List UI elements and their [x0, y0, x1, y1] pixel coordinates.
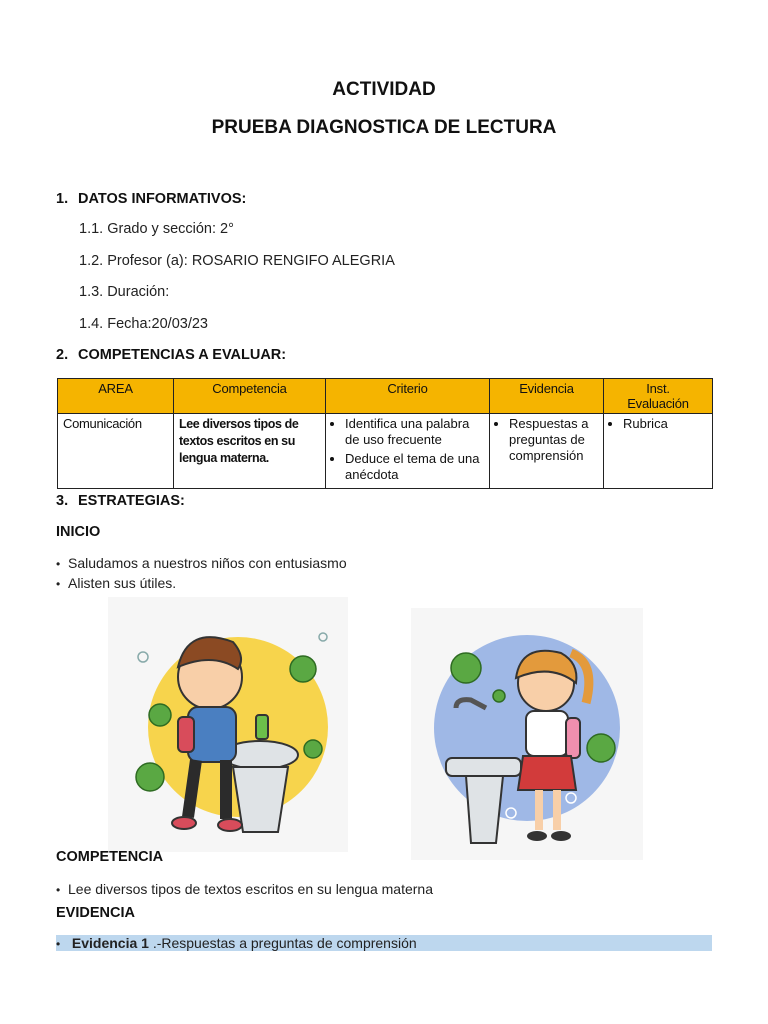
info-fecha: 1.4. Fecha:20/03/23: [79, 316, 208, 332]
header-criterio: Criterio: [326, 379, 490, 414]
competencia-item: • Lee diversos tipos de textos escritos en su lengua materna: [56, 881, 433, 897]
document-subtitle: PRUEBA DIAGNOSTICA DE LECTURA: [211, 117, 557, 138]
criterio-item: • Deduce el tema de una anécdota: [345, 451, 484, 483]
girl-illustration-svg: [411, 608, 643, 860]
instrumento-item: • Rubrica: [623, 416, 707, 432]
section-2-title: COMPETENCIAS A EVALUAR:: [78, 347, 287, 363]
section-3-title: ESTRATEGIAS:: [78, 493, 185, 509]
boy-illustration-svg: [108, 597, 348, 852]
header-instrumento: [604, 379, 713, 414]
inicio-item: • Alisten sus útiles.: [56, 575, 176, 591]
section-3-heading: [56, 493, 185, 509]
evidencia-item-label: Evidencia 1: [71, 935, 149, 951]
info-profesor: 1.2. Profesor (a): ROSARIO RENGIFO ALEGRIA: [79, 253, 395, 269]
inicio-label: INICIO: [56, 524, 101, 540]
section-1-heading: [56, 191, 246, 207]
section-1-title: DATOS INFORMATIVOS:: [78, 191, 247, 207]
cell-evidencia: [490, 414, 604, 489]
info-duracion: 1.3. Duración:: [79, 284, 170, 300]
cell-criterio: [326, 414, 490, 489]
boy-washing-hands-image: [108, 597, 348, 852]
cell-area: Comunicación: [58, 414, 174, 489]
inicio-item: • Saludamos a nuestros niños con entusiasmo: [56, 555, 347, 571]
header-evidencia: Evidencia: [490, 379, 604, 414]
header-competencia: Competencia: [174, 379, 326, 414]
header-instrumento-line2: Evaluación: [627, 396, 689, 411]
cell-instrumento: [604, 414, 713, 489]
document-title: ACTIVIDAD: [332, 79, 436, 100]
evidencia-cell-item: • Respuestas a preguntas de comprensión: [509, 416, 598, 464]
evidencia-label: EVIDENCIA: [56, 905, 135, 921]
evidencia-item: [56, 935, 712, 951]
section-2-number: 2.: [56, 347, 69, 363]
competencies-table: [57, 378, 713, 489]
cell-competencia: Lee diversos tipos de textos escritos en su lengua materna.: [174, 414, 326, 489]
section-2-heading: [56, 347, 286, 363]
evidencia-item-text: .-Respuestas a preguntas de comprensión: [148, 935, 417, 951]
criterio-item: • Identifica una palabra de uso frecuente: [345, 416, 484, 448]
competencia-label: COMPETENCIA: [56, 849, 164, 865]
girl-washing-hands-image: [411, 608, 643, 860]
header-area: AREA: [58, 379, 174, 414]
header-instrumento-line1: Inst.: [646, 381, 670, 396]
section-1-number: 1.: [56, 191, 69, 207]
section-3-number: 3.: [56, 493, 69, 509]
table-row: [58, 414, 713, 489]
table-header-row: [58, 379, 713, 414]
info-grado: 1.1. Grado y sección: 2°: [79, 221, 234, 237]
